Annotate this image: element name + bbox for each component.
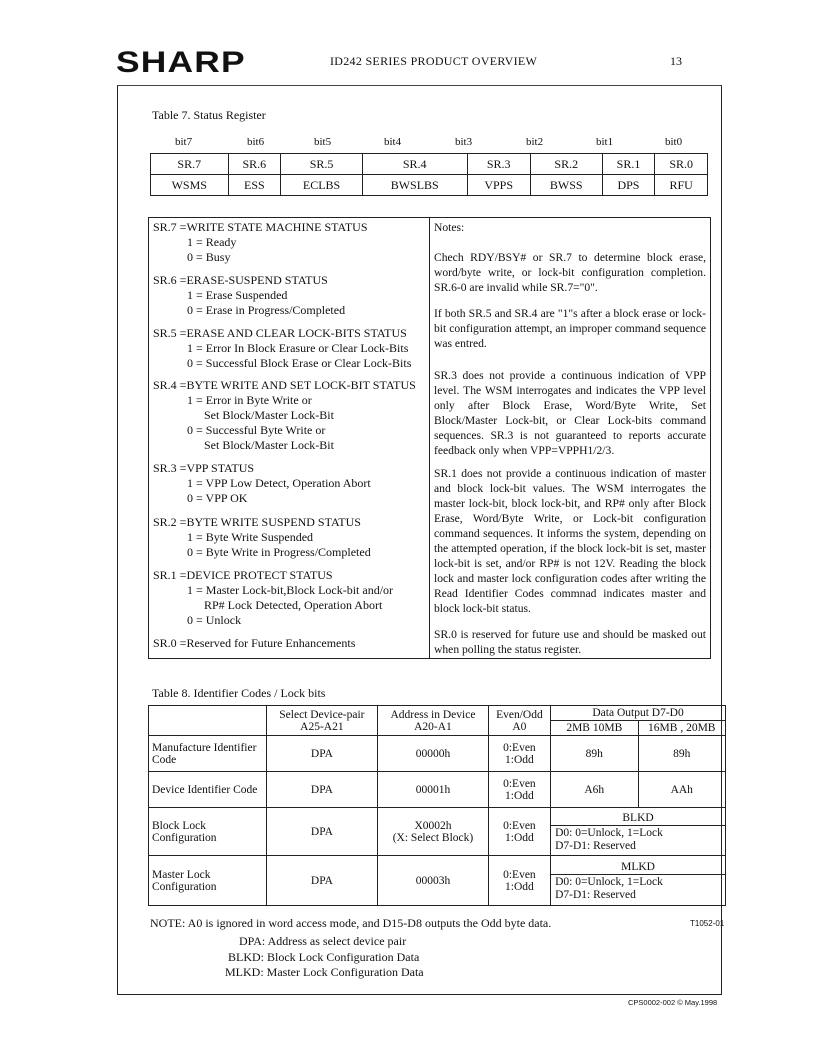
sr3-heading: SR.3 =VPP STATUS [153, 461, 255, 475]
sr0-heading: SR.0 =Reserved for Future Enhancements [153, 636, 356, 650]
table-cell [378, 808, 489, 856]
cell-text: X0002h [414, 819, 452, 832]
sr4-value: Set Block/Master Lock-Bit [204, 438, 334, 452]
sr5-value: 1 = Error In Block Erasure or Clear Lock-Bits [187, 341, 409, 355]
table-cell [488, 856, 550, 906]
sr5-value: 0 = Successful Block Erase or Clear Lock-Bits [187, 356, 412, 370]
sr3-value: 1 = VPP Low Detect, Operation Abort [187, 476, 371, 490]
sr5-heading: SR.5 =ERASE AND CLEAR LOCK-BITS STATUS [153, 326, 407, 340]
table-cell: Block Lock Configuration [149, 808, 267, 856]
sr3-value: 0 = VPP OK [187, 491, 248, 505]
header-text: A0 [512, 720, 527, 733]
sr1-value: 1 = Master Lock-bit,Block Lock-bit and/or [187, 583, 394, 597]
table-cell: WSMS [151, 175, 229, 196]
table-cell: DPA [266, 772, 378, 808]
cell-text: 1:Odd [505, 831, 534, 844]
table-cell: DPS [602, 175, 655, 196]
table-header [266, 706, 378, 736]
table-row [149, 808, 726, 856]
table7-caption: Table 7. Status Register [152, 108, 266, 122]
table-header: 16MB , 20MB [638, 721, 725, 736]
sr6-value: 0 = Erase in Progress/Completed [187, 303, 346, 317]
table-cell: RFU [655, 175, 708, 196]
table-cell [149, 706, 267, 736]
abbr-mlkd: MLKD: Master Lock Configuration Data [225, 965, 424, 979]
cell-text: 0:Even [503, 819, 536, 832]
cell-text: D7-D1: Reserved [555, 888, 636, 901]
sr1-value: RP# Lock Detected, Operation Abort [204, 598, 383, 612]
table-row [151, 154, 708, 175]
table-cell: 89h [551, 736, 638, 772]
notes-paragraph: If both SR.5 and SR.4 are "1"s after a block erase or lock-bit configuration attempt, an improper command sequence was entred. [434, 307, 706, 350]
bit-label: bit3 [455, 136, 473, 148]
table-header [488, 706, 550, 736]
cell-text: 0:Even [503, 868, 536, 881]
bit-label: bit2 [526, 136, 544, 148]
sr1-heading: SR.1 =DEVICE PROTECT STATUS [153, 568, 333, 582]
table-code: T1052-01 [690, 919, 725, 928]
table-header-row [149, 706, 726, 721]
cell-text: MLKD [551, 860, 725, 875]
table-cell: BWSS [530, 175, 602, 196]
abbr-dpa: DPA: Address as select device pair [239, 934, 407, 948]
bit-label: bit7 [175, 136, 193, 148]
sr4-value: 0 = Successful Byte Write or [187, 423, 326, 437]
table8-caption: Table 8. Identifier Codes / Lock bits [152, 686, 326, 700]
table-cell: 00001h [378, 772, 489, 808]
header-text: A25-A21 [300, 720, 344, 733]
sr7-value: 1 = Ready [187, 235, 237, 249]
table-cell: DPA [266, 808, 378, 856]
cell-text: 1:Odd [505, 880, 534, 893]
table-cell: A6h [551, 772, 638, 808]
table-cell: SR.7 [151, 154, 229, 175]
sharp-logo: SHARP [116, 46, 246, 79]
sr4-value: Set Block/Master Lock-Bit [204, 408, 334, 422]
table-row [151, 175, 708, 196]
sr2-value: 0 = Byte Write in Progress/Completed [187, 545, 371, 559]
cell-text: 0:Even [503, 777, 536, 790]
table-cell: SR.5 [281, 154, 363, 175]
column-divider [429, 218, 430, 658]
table-row [149, 856, 726, 906]
table-row [149, 736, 726, 772]
table-cell: SR.0 [655, 154, 708, 175]
table-cell: 00003h [378, 856, 489, 906]
table-cell: Master Lock Configuration [149, 856, 267, 906]
table-cell: SR.6 [228, 154, 281, 175]
table-cell: VPPS [467, 175, 530, 196]
sr2-value: 1 = Byte Write Suspended [187, 530, 314, 544]
notes-title: Notes: [434, 221, 465, 234]
table-cell [488, 772, 550, 808]
cell-text: D7-D1: Reserved [555, 839, 636, 852]
table-header: 2MB 10MB [551, 721, 638, 736]
cell-text: (X: Select Block) [392, 831, 474, 844]
abbr-blkd: BLKD: Block Lock Configuration Data [228, 950, 420, 964]
page-number: 13 [670, 54, 682, 68]
sr7-heading: SR.7 =WRITE STATE MACHINE STATUS [153, 220, 368, 234]
notes-paragraph: SR.0 is reserved for future use and should be masked out when polling the status register. [434, 628, 706, 656]
table-cell: SR.1 [602, 154, 655, 175]
status-register-table [150, 153, 708, 196]
bit-label: bit6 [247, 136, 265, 148]
table-cell [551, 808, 726, 856]
table-cell: Device Identifier Code [149, 772, 267, 808]
table-cell: SR.4 [362, 154, 467, 175]
table-cell: ECLBS [281, 175, 363, 196]
sr4-value: 1 = Error in Byte Write or [187, 393, 312, 407]
table-row [149, 772, 726, 808]
table-cell: AAh [638, 772, 725, 808]
table-cell: DPA [266, 856, 378, 906]
cell-text: 1:Odd [505, 753, 534, 766]
table-note: NOTE: A0 is ignored in word access mode, and D15-D8 outputs the Odd byte data. [150, 916, 552, 930]
document-title: ID242 SERIES PRODUCT OVERVIEW [330, 54, 538, 68]
notes-paragraph: Chech RDY/BSY# or SR.7 to determine block erase, word/byte write, or lock-bit configuration completion. SR.6-0 are invalid while SR.7="0". [434, 251, 706, 294]
identifier-codes-table [148, 705, 726, 906]
cell-text: D0: 0=Unlock, 1=Lock [555, 826, 663, 839]
table-cell [488, 808, 550, 856]
cell-text: 0:Even [503, 741, 536, 754]
notes-paragraph: SR.3 does not provide a continuous indication of VPP level. The WSM interrogates and indicates the VPP level only after Block Erase, Word/Byte Write, Set Block/Master Lock-bit, or Clear Lock-bits command sequences. SR.3 is not guaranteed to reports accurate feedback only when VPP=VPPH1/2/3. [434, 369, 706, 457]
sr7-value: 0 = Busy [187, 250, 231, 264]
sr4-heading: SR.4 =BYTE WRITE AND SET LOCK-BIT STATUS [153, 378, 416, 392]
document-code: CPS0002-002 © May.1998 [628, 998, 718, 1007]
header-text: Address in Device [390, 708, 476, 721]
table-cell: 89h [638, 736, 725, 772]
table-cell: SR.2 [530, 154, 602, 175]
notes-paragraph: SR.1 does not provide a continuous indication of master and block lock-bit values. The WSM interrogates the master lock-bit, block lock-bit, and RP# only after Block Erase, Word/Byte Write, or Lock-bit configuration command sequences. It informs the system, depending on the attempted operation, if the block lock-bit is set, master lock-bit is set, and/or RP# is not 12V. Reading the block lock and master lock configuration codes after writing the Read Identifier Codes commnad indicates master and block lock-bit status. [434, 467, 706, 615]
table-cell: ESS [228, 175, 281, 196]
table-cell [551, 856, 726, 906]
status-description-box [148, 217, 711, 659]
table-cell: DPA [266, 736, 378, 772]
sr1-value: 0 = Unlock [187, 613, 242, 627]
sr6-heading: SR.6 =ERASE-SUSPEND STATUS [153, 273, 328, 287]
cell-text: BLKD [551, 811, 725, 826]
cell-text: 1:Odd [505, 789, 534, 802]
header-text: Select Device-pair [279, 708, 365, 721]
table-cell: BWSLBS [362, 175, 467, 196]
table-header: Data Output D7-D0 [551, 706, 726, 721]
sr6-value: 1 = Erase Suspended [187, 288, 288, 302]
table-cell: SR.3 [467, 154, 530, 175]
header-text: A20-A1 [414, 720, 452, 733]
table-cell: Manufacture Identifier Code [149, 736, 267, 772]
table-cell [488, 736, 550, 772]
header-text: Even/Odd [496, 708, 543, 721]
sr2-heading: SR.2 =BYTE WRITE SUSPEND STATUS [153, 515, 361, 529]
bit-label: bit0 [665, 136, 683, 148]
table-cell: 00000h [378, 736, 489, 772]
table-header [378, 706, 489, 736]
bit-label: bit4 [384, 136, 402, 148]
bit-label: bit5 [314, 136, 332, 148]
bit-label: bit1 [596, 136, 614, 148]
cell-text: D0: 0=Unlock, 1=Lock [555, 875, 663, 888]
